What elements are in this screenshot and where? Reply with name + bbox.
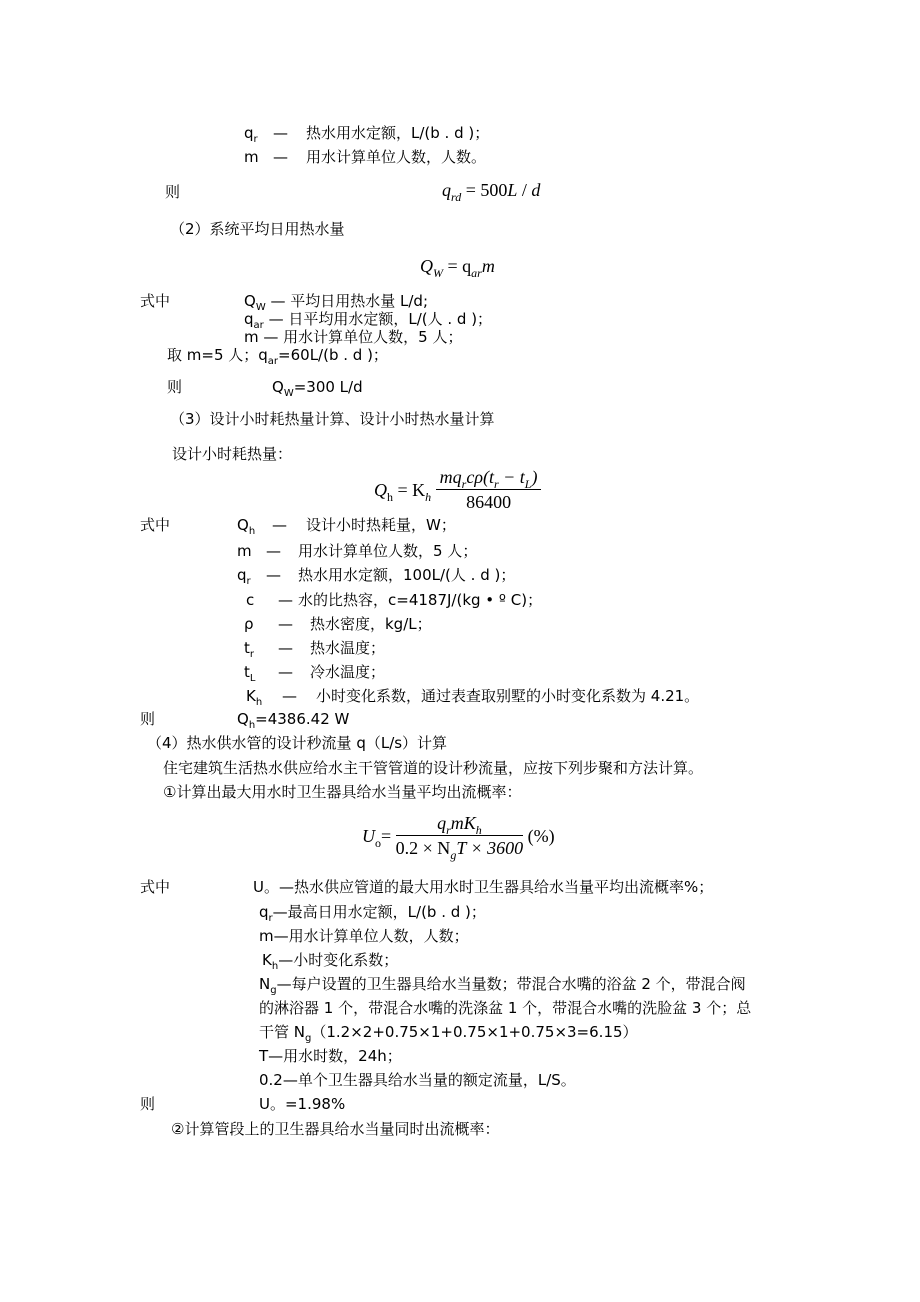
ze-label: 则 [165, 183, 181, 201]
result-qh: $Q_h=4386.42$ W [237, 710, 350, 731]
def-dash: — [272, 516, 287, 534]
def-dash: — [266, 566, 281, 584]
section-3-title: （3）设计小时耗热量计算、设计小时热水量计算 [170, 410, 495, 428]
ze-label: 则 [140, 710, 156, 728]
def-m-desc: 用水计算单位人数，人数。 [306, 148, 487, 166]
take-values-line: 取 m=5 人；$q_{ar}=60L/(b$ . d )； [167, 346, 388, 367]
def-qh-desc: 设计小时热耗量，W； [306, 516, 456, 534]
def-dash: — [278, 639, 293, 657]
def-ng-line-3: 干管 $N_g(1.2\times 2+0.75\times 1+0.75\times 1+0.75\times 3=6.15)$ [259, 1023, 638, 1044]
ze-label: 则 [140, 1095, 156, 1113]
def-tr-desc: 热水温度； [310, 639, 386, 657]
result-qw: $Q_W=300$ L/d [272, 378, 363, 399]
shizhong-label: 式中 [140, 292, 171, 310]
def-qh-symbol: $Q_h$ [237, 516, 256, 537]
shizhong-label: 式中 [140, 878, 171, 896]
def-qr-desc: 热水用水定额，100L/(人 . d )； [298, 566, 516, 584]
result-uo: U。=1.98% [259, 1095, 346, 1113]
def-dash: — [266, 542, 281, 560]
def-m-symbol: m [237, 542, 252, 560]
section-4-paragraph-1: 住宅建筑生活热水供应给水主干管管道的设计秒流量，应按下列步聚和方法计算。 [163, 759, 704, 777]
def-dash: — [273, 148, 288, 166]
def-m-symbol: m [244, 148, 259, 166]
def-dash: — [273, 124, 288, 142]
section-4-paragraph-2: ①计算出最大用水时卫生器具给水当量平均出流概率： [163, 783, 522, 801]
formula-uo: $U_o=$ $\frac{q_rmK_h}{0.2 \times N_gT \times 3600}$ (%) [362, 813, 555, 862]
def-tl-symbol: $t_L$ [244, 663, 256, 684]
def-qw: $Q_W$ — 平均日用热水量 L/d; [244, 292, 429, 313]
def-m: m — 用水计算单位人数，5 人； [244, 328, 463, 346]
def-tl-desc: 冷水温度； [310, 663, 386, 681]
def-kh-desc: 小时变化系数，通过表查取别墅的小时变化系数为 4.21。 [316, 687, 700, 705]
def-kh-symbol: $K_h$ [246, 687, 263, 708]
def-dash: — [278, 591, 293, 609]
def-qr-desc: 热水用水定额，L/(b . d )； [306, 124, 490, 142]
ze-label: 则 [167, 378, 183, 396]
def-rho-symbol: ρ [244, 615, 254, 633]
def-dash: — [282, 687, 297, 705]
def-dash: — [278, 663, 293, 681]
def-ng-line-2: 的淋浴器 1 个，带混合水嘴的洗涤盆 1 个，带混合水嘴的洗脸盆 3 个；总 [259, 999, 752, 1017]
section-4-title: （4）热水供水管的设计秒流量 q（L/s）计算 [147, 734, 448, 752]
def-0-2: 0.2—单个卫生器具给水当量的额定流量，L/S。 [259, 1071, 576, 1089]
def-m-desc: 用水计算单位人数，5 人； [298, 542, 478, 560]
def-c-symbol: c [246, 591, 255, 609]
def-m: m—用水计算单位人数，人数； [259, 927, 469, 945]
def-qar: $q_{ar}$ — 日平均用水定额，L/(人 . d )； [244, 310, 493, 331]
def-kh: $K_h—$小时变化系数； [262, 951, 399, 972]
section-2-title: （2）系统平均日用热水量 [170, 220, 345, 238]
section-4-paragraph-3: ②计算管段上的卫生器具给水当量同时出流概率： [171, 1120, 500, 1138]
def-qr-symbol: $q_r$ [237, 566, 251, 587]
formula-qw: $Q_W = q_{ar}m$ [420, 256, 495, 280]
def-dash: — [278, 615, 293, 633]
def-qr: $q_r—$最高日用水定额，L/(b . d )； [259, 903, 486, 924]
def-uo: U。—热水供应管道的最大用水时卫生器具给水当量平均出流概率%； [253, 878, 714, 896]
shizhong-label: 式中 [140, 516, 171, 534]
def-rho-desc: 热水密度，kg/L； [310, 615, 432, 633]
formula-qh: $Q_h = K_h$ $\frac{mq_rc\rho(t_r - t_L)}{86400}$ [374, 468, 541, 511]
formula-qrd: $q_{rd} = 500L / d$ [442, 180, 541, 204]
section-3-subtitle: 设计小时耗热量： [172, 445, 293, 463]
def-t: T—用水时数，24h； [259, 1047, 402, 1065]
def-qr-symbol: $q_r$ [244, 124, 258, 145]
def-ng-line-1: $N_g—$每户设置的卫生器具给水当量数；带混合水嘴的浴盆 2 个，带混合阀 [259, 975, 746, 996]
def-tr-symbol: $t_r$ [244, 639, 255, 660]
def-c-desc: 水的比热容，c=4187J/(kg • º C)； [298, 591, 543, 609]
